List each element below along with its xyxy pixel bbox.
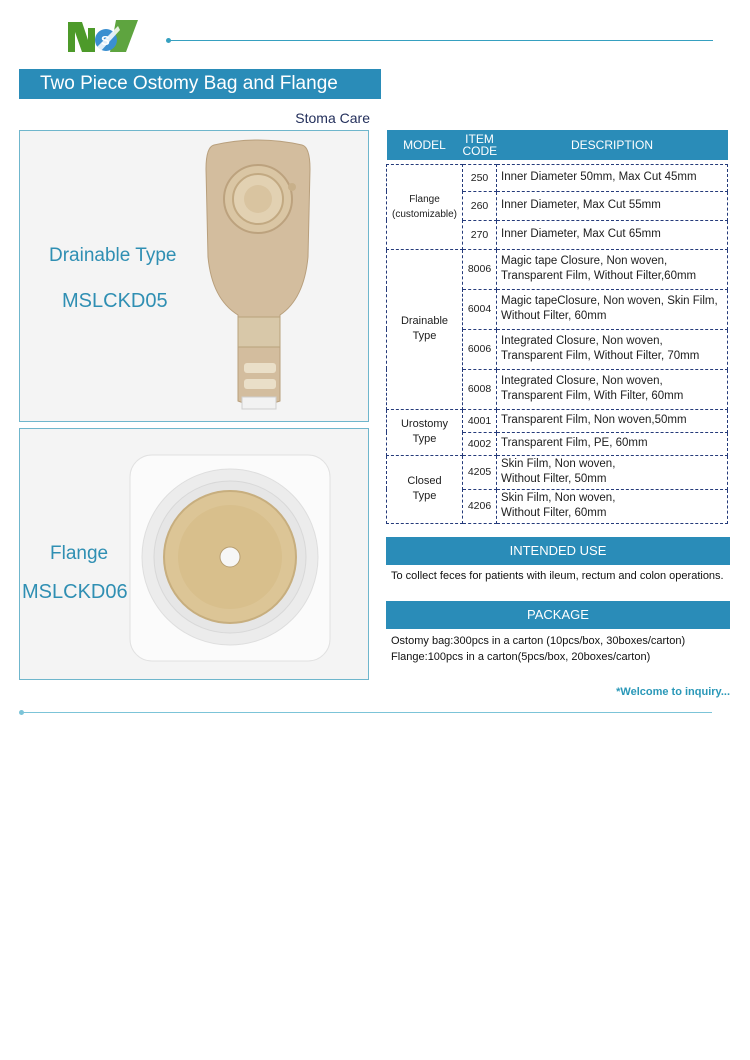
product-code-label: MSLCKD06 <box>22 581 128 603</box>
group-name: Closed <box>407 475 442 487</box>
item-code: 4001 <box>463 409 497 432</box>
item-code: 260 <box>463 191 497 220</box>
table-row <box>387 164 728 191</box>
item-code: 6004 <box>463 289 497 329</box>
intended-use-text: To collect feces for patients with ileum, rectum and colon operations. <box>391 570 724 582</box>
item-description: Inner Diameter, Max Cut 65mm <box>497 220 728 249</box>
product-type-label: Drainable Type <box>49 245 177 266</box>
package-line: Ostomy bag:300pcs in a carton (10pcs/box, 30boxes/carton) <box>391 635 686 647</box>
header-rule <box>168 40 713 41</box>
item-description: Magic tape Closure, Non woven, Transparent Film, Without Filter,60mm <box>497 249 728 289</box>
group-name: Drainable <box>400 315 449 327</box>
item-description: Skin Film, Non woven, Without Filter, 50mm <box>497 455 728 489</box>
category-label: Stoma Care <box>295 110 370 126</box>
package-line: Flange:100pcs in a carton(5pcs/box, 20boxes/carton) <box>391 651 651 663</box>
group-name-sub: Type <box>412 490 437 502</box>
item-code: 270 <box>463 220 497 249</box>
group-drainable <box>387 249 463 409</box>
group-closed <box>387 455 463 523</box>
item-code: 4002 <box>463 432 497 455</box>
flange-image <box>128 453 332 665</box>
item-description: Skin Film, Non woven, Without Filter, 60mm <box>497 489 728 523</box>
item-description: Transparent Film, Non woven,50mm <box>497 409 728 432</box>
item-code: 8006 <box>463 249 497 289</box>
item-code: 6006 <box>463 329 497 369</box>
group-flange <box>387 164 463 249</box>
table-row <box>387 409 728 432</box>
header-item-code: ITEM CODE <box>462 132 498 158</box>
group-name-sub: Type <box>412 433 437 445</box>
group-name-sub: Type <box>412 330 437 342</box>
product-card-flange <box>19 428 369 680</box>
welcome-inquiry-link[interactable]: *Welcome to inquiry... <box>616 686 730 698</box>
header-model: MODEL <box>387 130 463 160</box>
header-description: DESCRIPTION <box>497 130 728 160</box>
item-code: 250 <box>463 164 497 191</box>
intended-use-heading: INTENDED USE <box>386 537 730 565</box>
group-urostomy <box>387 409 463 455</box>
table-row <box>387 249 728 289</box>
page-title: Two Piece Ostomy Bag and Flange <box>19 69 381 99</box>
item-description: Inner Diameter 50mm, Max Cut 45mm <box>497 164 728 191</box>
specification-table <box>386 130 728 524</box>
item-description: Integrated Closure, Non woven, Transparent Film, With Filter, 60mm <box>497 369 728 409</box>
footer-rule <box>22 712 712 713</box>
table-row <box>387 455 728 489</box>
item-code: 4205 <box>463 455 497 489</box>
drainable-bag-image <box>200 139 316 415</box>
group-name: Flange <box>409 193 440 205</box>
item-description: Integrated Closure, Non woven, Transparent Film, Without Filter, 70mm <box>497 329 728 369</box>
group-name-sub: (customizable) <box>391 208 458 220</box>
company-logo <box>66 18 142 58</box>
item-description: Transparent Film, PE, 60mm <box>497 432 728 455</box>
svg-text:S: S <box>101 33 110 48</box>
group-name: Urostomy <box>400 418 449 430</box>
item-description: Inner Diameter, Max Cut 55mm <box>497 191 728 220</box>
product-code-label: MSLCKD05 <box>62 290 168 312</box>
table-header-row <box>387 130 728 160</box>
item-code: 6008 <box>463 369 497 409</box>
package-heading: PACKAGE <box>386 601 730 629</box>
item-code: 4206 <box>463 489 497 523</box>
item-description: Magic tapeClosure, Non woven, Skin Film, Without Filter, 60mm <box>497 289 728 329</box>
product-card-drainable <box>19 130 369 422</box>
product-type-label: Flange <box>50 543 109 564</box>
